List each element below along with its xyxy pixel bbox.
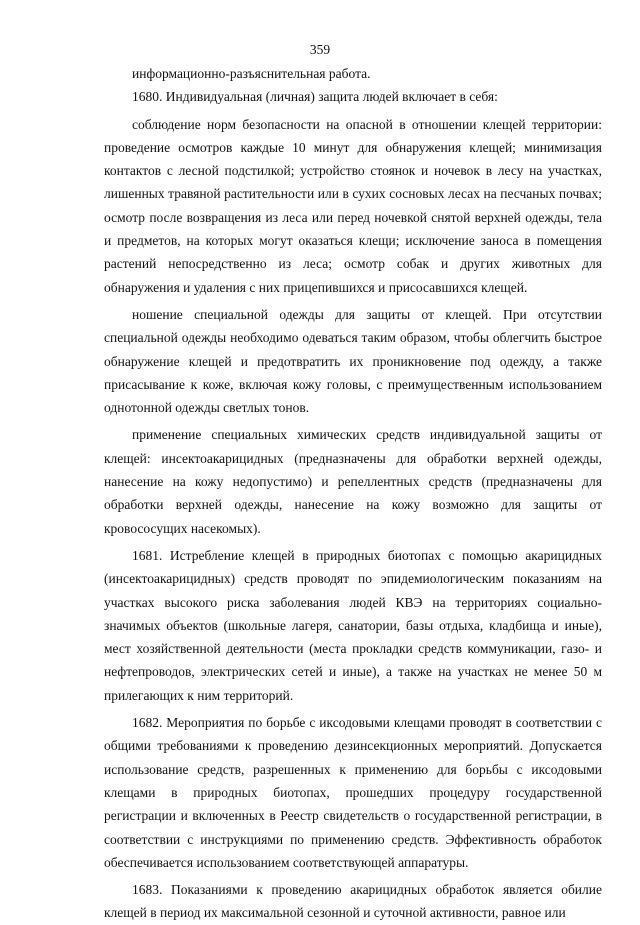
document-body	[104, 62, 602, 925]
paragraph-chemical-protection: применение специальных химических средств индивидуальной защиты от клещей: инсектоакарицидных (предназначены для обработки верхней одежды, нанесение на кожу недопустимо) и репеллентных средств (предназначены для обработки верхней одежды, нанесение на кожу возможно для защиты от кровососущих насекомых).	[104, 427, 602, 536]
paragraph-1682: 1682. Мероприятия по борьбе с иксодовыми клещами проводят в соответствии с общими требованиями к проведению дезинсекционных мероприятий. Допускается использование средств, разрешенных к применению для борьбы с иксодовыми клещами в природных биотопах, прошедших процедуру государственной регистрации и включенных в Реестр свидетельств о государственной регистрации, в соответствии с инструкциями по применению средств. Эффективность обработок обеспечивается использованием соответствующей аппаратуры.	[104, 715, 602, 870]
paragraph-1683: 1683. Показаниями к проведению акарицидных обработок является обилие клещей в период их максимальной сезонной и суточной активности, равное или	[104, 882, 602, 921]
paragraph-special-clothing: ношение специальной одежды для защиты от клещей. При отсутствии специальной одежды необходимо одеваться таким образом, чтобы облегчить быстрое обнаружение клещей и предотвратить их проникновение под одежду, а также присасывание к коже, включая кожу головы, с преимущественным использованием однотонной одежды светлых тонов.	[104, 306, 602, 416]
paragraph-1681: 1681. Истребление клещей в природных биотопах с помощью акарицидных (инсектоакарицидных) средств проводят по эпидемиологическим показаниям на участках высокого риска заболевания людей КВЭ на территориях социально-значимых объектов (школьные лагеря, санатории, базы отдыха, кладбища и иные), мест хозяйственной деятельности (места прокладки средств коммуникации, газо- и нефтепроводов, электрических сетей и иные), а также на участках не менее 50 м прилегающих к ним территорий.	[104, 547, 602, 703]
paragraph-safety-norms: соблюдение норм безопасности на опасной в отношении клещей территории: проведение осмотров каждые 10 минут для обнаружения клещей; минимизация контактов с лесной подстилкой; устройство стоянок и ночевок в лесу на участках, лишенных травяной растительности или в сухих сосновых лесах на песчаных почвах; осмотр после возвращения из леса или перед ночевкой снятой верхней одежды, тела и предметов, на которых могут оказаться клещи; исключение заноса в помещения растений непосредственно из леса; осмотр собак и других животных для обнаружения и удаления с них прицепившихся и присосавшихся клещей.	[104, 116, 602, 295]
paragraph-0: информационно-разъяснительная работа.	[132, 66, 371, 81]
page-number: 359	[309, 42, 331, 57]
paragraph-1680-intro: 1680. Индивидуальная (личная) защита людей включает в себя:	[132, 89, 498, 105]
